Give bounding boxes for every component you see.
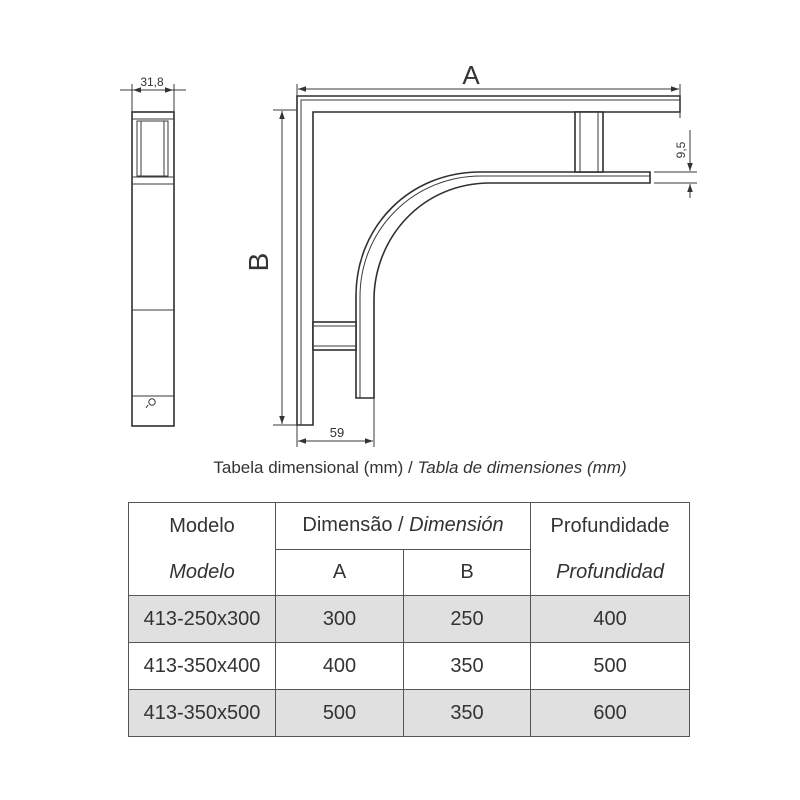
bracket-front-view [297,96,680,425]
dimension-b [243,110,297,425]
header-col-b: B [404,549,531,596]
header-model-pt: Modelo [169,515,235,537]
caption-spanish: Tabla de dimensiones (mm) [417,458,627,477]
cell-b: 350 [404,690,531,737]
dim-thickness-label: 9,5 [674,141,688,159]
header-model-es: Modelo [169,561,235,583]
cell-a: 500 [276,690,404,737]
cell-depth: 600 [531,690,690,737]
cell-a: 400 [276,643,404,690]
dim-a-label: A [462,60,480,90]
side-view [120,75,186,426]
table-row [129,596,690,643]
side-width-label: 31,8 [140,75,164,89]
caption-portuguese: Tabela dimensional (mm) / [213,458,418,477]
header-dimension-pt: Dimensão / [302,514,410,537]
cell-model: 413-250x300 [129,596,276,643]
bracket-frame-outline [297,96,680,425]
header-dimension-es: Dimensión [409,514,504,537]
header-depth-pt: Profundidade [550,515,670,537]
header-row-top [129,503,690,550]
table-row [129,690,690,737]
header-depth-cell [531,503,690,596]
header-col-a: A [276,549,404,596]
cell-b: 250 [404,596,531,643]
cell-depth: 400 [531,596,690,643]
header-model-cell [129,503,276,596]
cell-a: 300 [276,596,404,643]
cell-b: 350 [404,643,531,690]
dimension-table-grid [128,502,690,737]
table-caption [160,458,680,478]
dimension-table [128,502,689,737]
cell-model: 413-350x400 [129,643,276,690]
dim-b-label: B [243,252,274,272]
cell-depth: 500 [531,643,690,690]
vertical-spacer [575,112,603,172]
header-depth-es: Profundidad [556,561,664,583]
table-row [129,643,690,690]
cell-model: 413-350x500 [129,690,276,737]
dim-offset-label: 59 [329,425,345,440]
header-dimension-cell [276,503,531,550]
dimension-thickness [654,130,697,198]
